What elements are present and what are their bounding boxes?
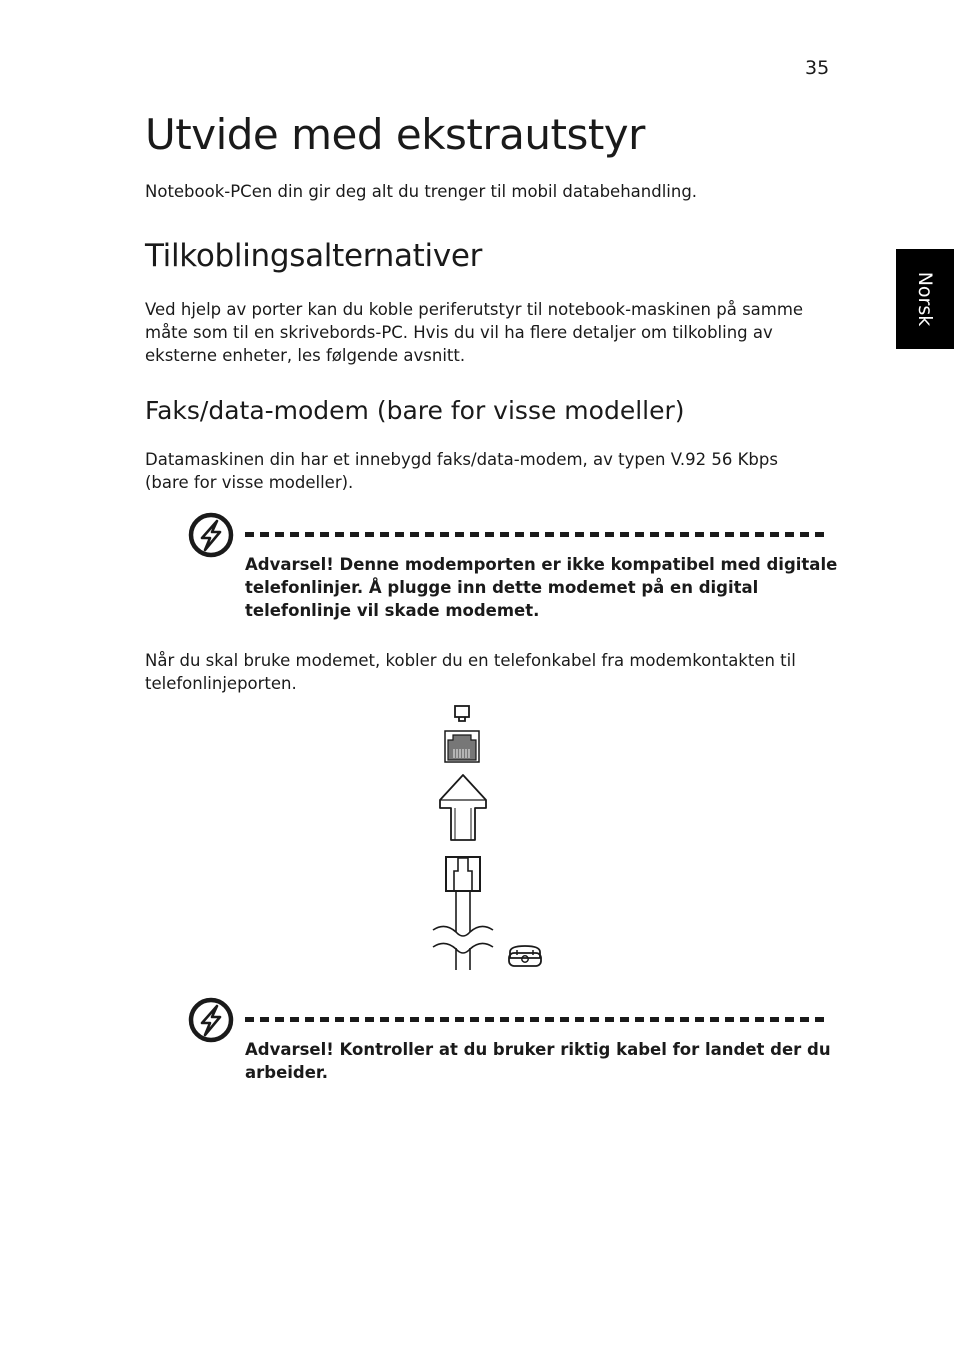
usage-paragraph <box>145 649 796 695</box>
intro-text: Notebook-PCen din gir deg alt du trenger til mobil databehandling. <box>145 182 698 201</box>
telephone-icon <box>509 946 541 966</box>
rj11-plug-icon <box>446 857 480 891</box>
warning-lightning-icon <box>188 512 234 558</box>
warning-divider <box>245 532 830 537</box>
warning-line: Advarsel! Denne modemporten er ikke kompatibel med digitale <box>245 555 838 574</box>
warning-divider <box>245 1017 830 1022</box>
warning-lightning-icon <box>188 997 234 1043</box>
page-title: Utvide med ekstrautstyr <box>145 110 645 159</box>
warning-text <box>245 553 837 622</box>
usage-line: telefonlinjeporten. <box>145 674 297 693</box>
warning-line: arbeider. <box>245 1063 328 1082</box>
section-line: Ved hjelp av porter kan du koble periferutstyr til notebook-maskinen på samme <box>145 300 804 319</box>
modem-port-symbol-icon <box>455 706 469 721</box>
section-line: måte som til en skrivebords-PC. Hvis du vil ha flere detaljer om tilkobling av <box>145 323 773 342</box>
subsection-line: (bare for visse modeller). <box>145 473 354 492</box>
warning-line: telefonlinjer. Å plugge inn dette modemet på en digital <box>245 578 759 597</box>
subsection-paragraph <box>145 448 778 494</box>
warning-line: telefonlinje vil skade modemet. <box>245 601 540 620</box>
section-paragraph <box>145 298 803 367</box>
rj11-jack-icon <box>445 731 479 762</box>
usage-line: Når du skal bruke modemet, kobler du en telefonkabel fra modemkontakten til <box>145 651 796 670</box>
up-arrow-icon <box>440 775 486 840</box>
modem-connection-diagram <box>425 700 550 975</box>
subsection-heading: Faks/data-modem (bare for visse modeller) <box>145 396 685 425</box>
warning-text <box>245 1038 831 1084</box>
subsection-line: Datamaskinen din har et innebygd faks/data-modem, av typen V.92 56 Kbps <box>145 450 778 469</box>
page-number: 35 <box>805 57 830 79</box>
warning-line: Advarsel! Kontroller at du bruker riktig kabel for landet der du <box>245 1040 831 1059</box>
phone-cable <box>433 891 493 970</box>
section-line: eksterne enheter, les følgende avsnitt. <box>145 346 466 365</box>
section-heading: Tilkoblingsalternativer <box>145 238 483 274</box>
language-tab <box>896 249 954 349</box>
language-tab-label: Norsk <box>914 271 936 327</box>
